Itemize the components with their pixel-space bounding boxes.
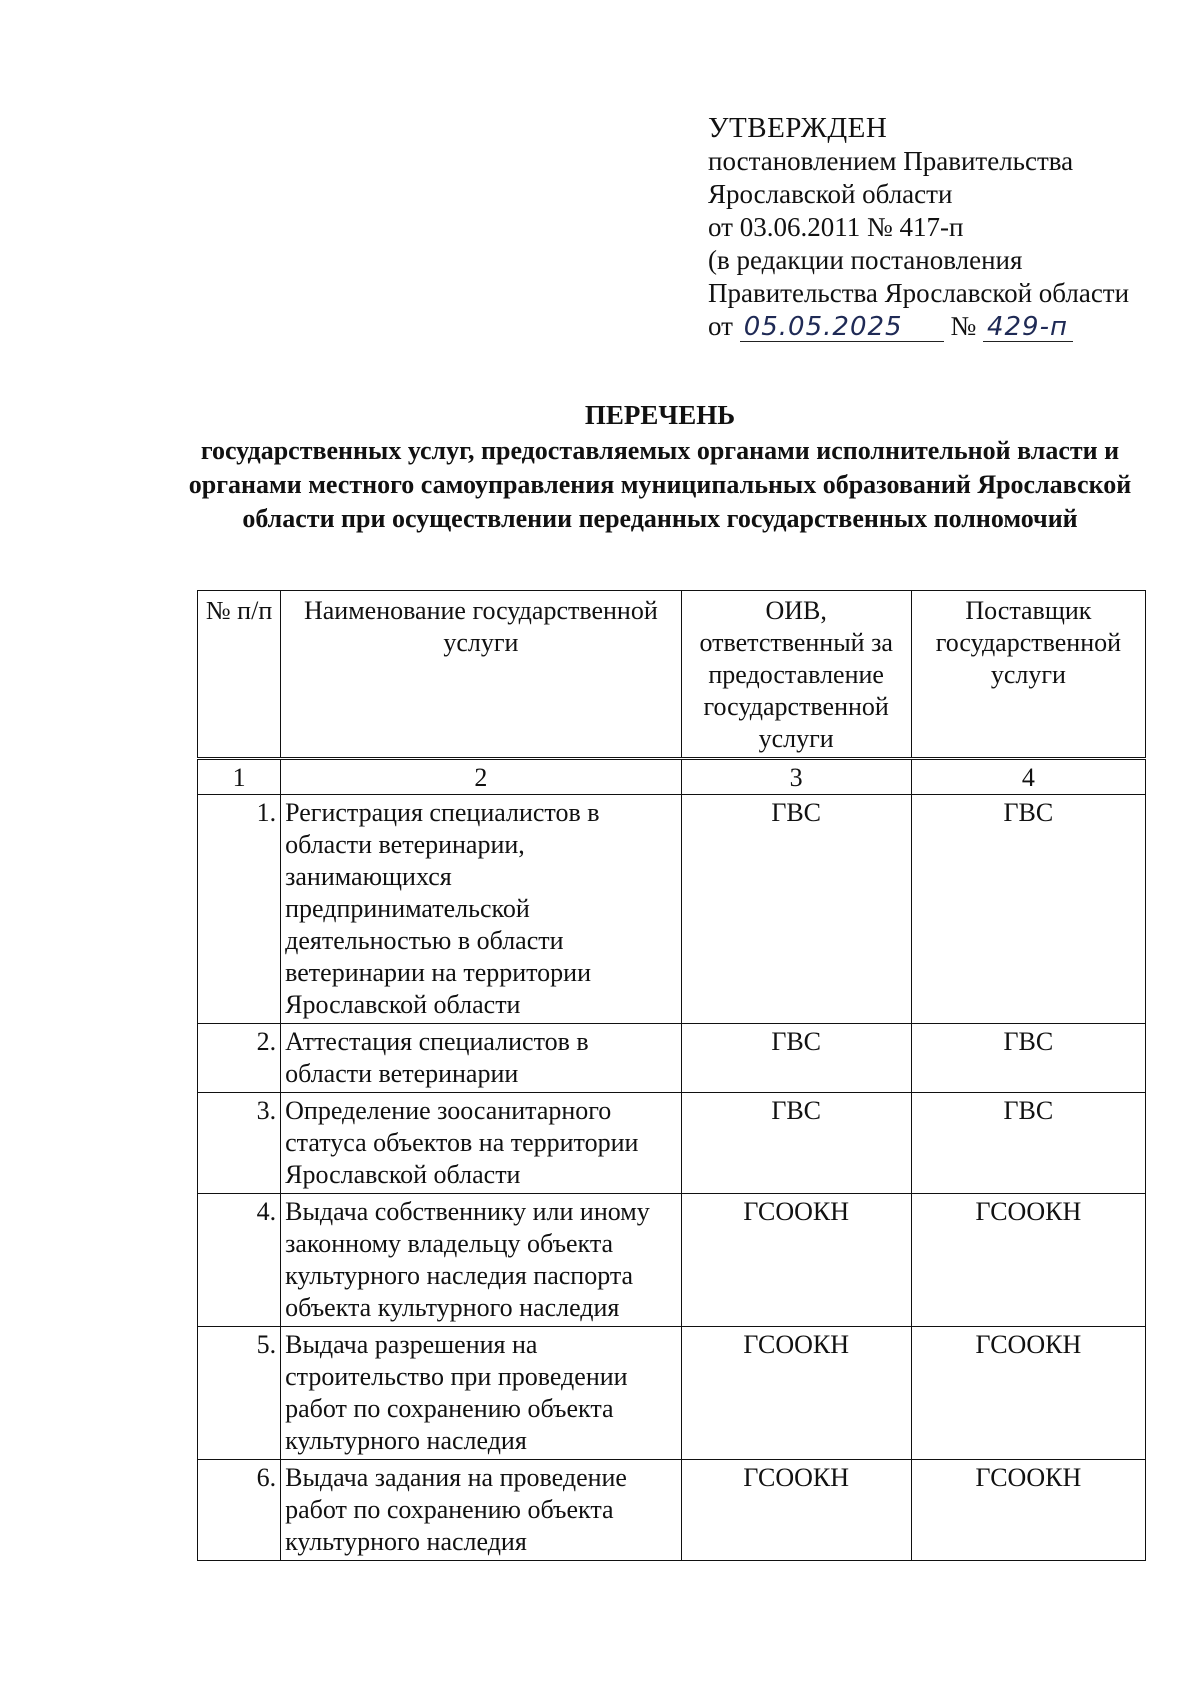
table-row [198,1024,1146,1093]
service-provider: ГВС [911,795,1145,1024]
column-number: 3 [681,759,911,795]
service-name: Аттестация специалистов в области ветеринарии [281,1024,681,1093]
document-heading: ПЕРЕЧЕНЬ [584,400,736,430]
service-name: Определение зоосанитарного статуса объектов на территории Ярославской области [281,1093,681,1194]
service-name: Выдача собственнику или иному законному владельцу объекта культурного наследия паспорта объекта культурного наследия [281,1194,681,1327]
column-number: 4 [911,759,1145,795]
table-row [198,1093,1146,1194]
column-number-row [198,759,1146,795]
row-number: 5. [198,1327,281,1460]
responsible-oiv: ГСООКН [681,1327,911,1460]
service-provider: ГСООКН [911,1327,1145,1460]
table-header-row [198,591,1146,759]
approval-line: Правительства Ярославской области [708,278,1130,308]
responsible-oiv: ГСООКН [681,1194,911,1327]
service-provider: ГСООКН [911,1194,1145,1327]
service-provider: ГВС [911,1024,1145,1093]
approval-line: Ярославской области [708,179,953,209]
header-provider: Поставщик государственной услуги [911,591,1145,759]
amendment-date-line [708,310,1178,343]
responsible-oiv: ГВС [681,1024,911,1093]
service-name: Регистрация специалистов в области ветеринарии, занимающихся предпринимательской деятельностью в области ветеринарии на территории Ярославской области [281,795,681,1024]
responsible-oiv: ГСООКН [681,1460,911,1561]
service-provider: ГВС [911,1093,1145,1194]
handwritten-date: 05.05.2025 [740,313,944,342]
number-prefix: № [950,311,977,341]
table-row [198,795,1146,1024]
services-table [197,590,1146,1561]
header-responsible-oiv: ОИВ, ответственный за предоставление государственной услуги [681,591,911,759]
table-row [198,1194,1146,1327]
approval-line: (в редакции постановления [708,245,1023,275]
table-row [198,1327,1146,1460]
approval-title: УТВЕРЖДЕН [708,112,888,144]
responsible-oiv: ГВС [681,795,911,1024]
approval-line: постановлением Правительства [708,146,1074,176]
responsible-oiv: ГВС [681,1093,911,1194]
row-number: 3. [198,1093,281,1194]
approval-line: от 03.06.2011 № 417-п [708,212,964,242]
service-provider: ГСООКН [911,1460,1145,1561]
row-number: 4. [198,1194,281,1327]
date-prefix: от [708,311,733,341]
row-number: 6. [198,1460,281,1561]
column-number: 2 [281,759,681,795]
header-number: № п/п [198,591,281,759]
row-number: 1. [198,795,281,1024]
document-header [130,398,1190,536]
service-name: Выдача задания на проведение работ по сохранению объекта культурного наследия [281,1460,681,1561]
header-service-name: Наименование государственной услуги [281,591,681,759]
row-number: 2. [198,1024,281,1093]
table-row [198,1460,1146,1561]
column-number: 1 [198,759,281,795]
handwritten-number: 429-п [983,313,1073,342]
approval-stamp [708,112,1178,343]
service-name: Выдача разрешения на строительство при проведении работ по сохранению объекта культурного наследия [281,1327,681,1460]
document-subheading: государственных услуг, предоставляемых органами исполнительной власти и органами местного самоуправления муниципальных образований Ярославской области при осуществлении переданных государственных полномочий [188,436,1132,533]
